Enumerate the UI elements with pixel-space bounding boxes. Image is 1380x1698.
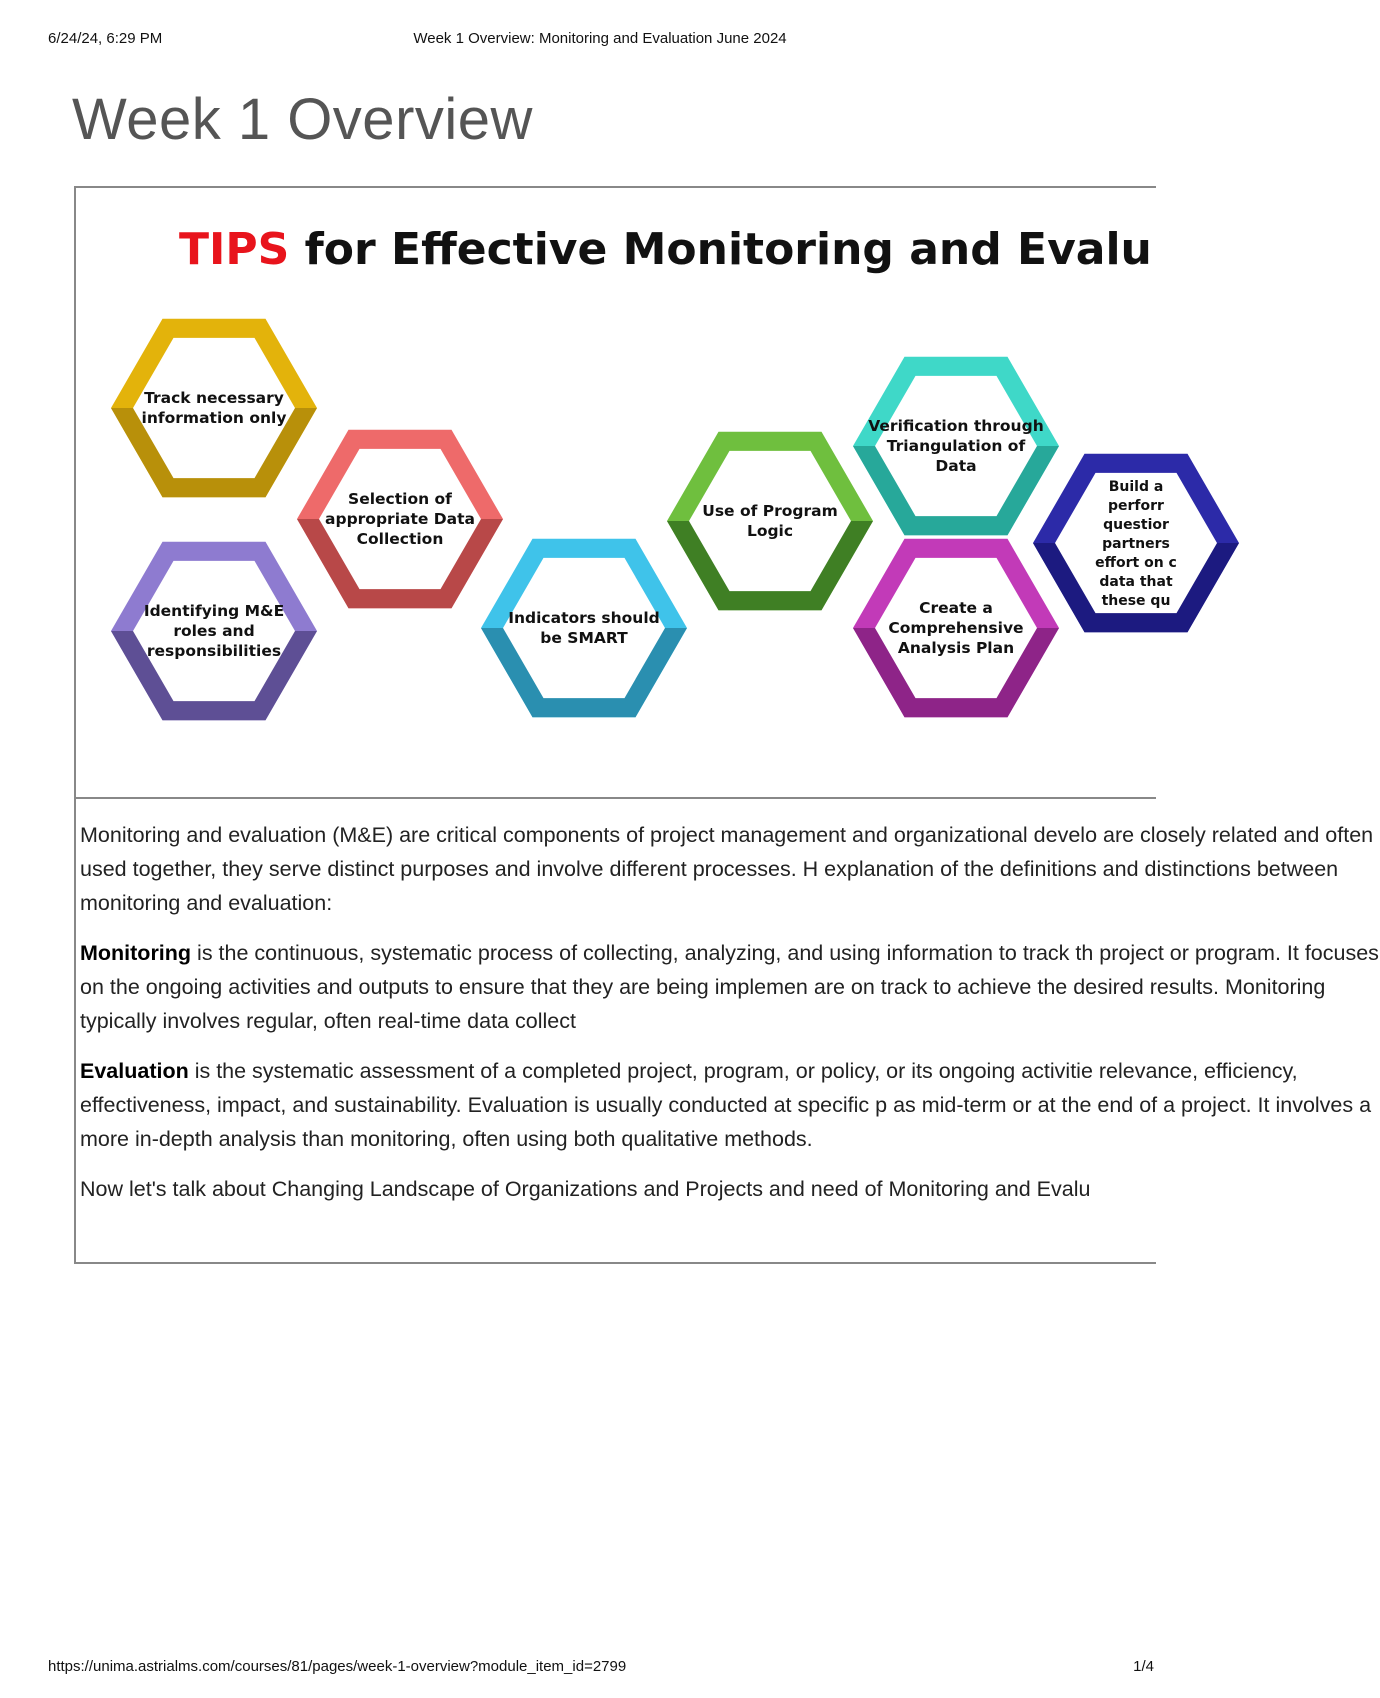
tip-hexagon bbox=[481, 539, 687, 717]
hexagon-label: Analysis Plan bbox=[897, 639, 1015, 657]
hexagon-label: partners bbox=[1102, 536, 1170, 552]
tip-hexagon bbox=[111, 542, 317, 720]
hexagon-label: Data bbox=[935, 457, 977, 475]
hexagon-label: Use of Program bbox=[702, 502, 838, 520]
tip-hexagon bbox=[667, 432, 873, 610]
hexagon-label: Create a bbox=[919, 599, 993, 617]
page-content bbox=[74, 186, 1379, 1264]
hexagon-label: roles and bbox=[173, 622, 255, 640]
print-datetime: 6/24/24, 6:29 PM bbox=[48, 30, 163, 47]
hexagon-label: Triangulation of bbox=[886, 437, 1026, 455]
hexagon-label: these qu bbox=[1101, 593, 1171, 609]
infographic-title bbox=[179, 224, 1152, 275]
hexagon-label: Identifying M&E bbox=[143, 602, 285, 620]
hexagon-label: information only bbox=[141, 409, 287, 427]
article-body bbox=[80, 818, 1380, 1222]
evaluation-paragraph bbox=[80, 1054, 1380, 1156]
print-document-title: Week 1 Overview: Monitoring and Evaluation June 2024 bbox=[413, 30, 787, 47]
monitoring-definition: is the continuous, systematic process of collecting, analyzing, and using information to track th project or program. It focuses on the ongoing activities and outputs to ensure that they are being implemen are on track to achieve the desired results. Monitoring typically involves regular, often real-time data collect bbox=[80, 941, 1379, 1033]
tip-hexagon bbox=[111, 319, 317, 497]
infographic-title-rest: for Effective Monitoring and Evalu bbox=[289, 224, 1152, 275]
hexagon-label: Verification through bbox=[868, 417, 1044, 435]
hexagon-label: Selection of bbox=[348, 490, 452, 508]
print-url: https://unima.astrialms.com/courses/81/pages/week-1-overview?module_item_id=2799 bbox=[48, 1658, 627, 1675]
hexagon-label: Collection bbox=[356, 530, 444, 548]
tips-infographic-graphic bbox=[76, 188, 1177, 796]
tip-hexagon bbox=[297, 430, 503, 608]
hexagon-label: perforr bbox=[1108, 498, 1164, 514]
tip-hexagon bbox=[853, 357, 1059, 535]
tips-infographic bbox=[76, 188, 1177, 796]
closing-paragraph: Now let's talk about Changing Landscape of Organizations and Projects and need of Monitoring and Evalu bbox=[80, 1177, 1091, 1201]
monitoring-paragraph bbox=[80, 936, 1380, 1038]
hexagon-label: responsibilities bbox=[146, 642, 282, 660]
monitoring-term: Monitoring bbox=[80, 941, 192, 965]
infographic-title-highlight: TIPS bbox=[179, 224, 290, 275]
hexagon-label: effort on c bbox=[1095, 555, 1177, 571]
tip-hexagon bbox=[853, 539, 1059, 717]
evaluation-term: Evaluation bbox=[80, 1059, 189, 1083]
hexagon-label: be SMART bbox=[540, 629, 628, 647]
page-title: Week 1 Overview bbox=[72, 87, 533, 152]
tip-hexagon bbox=[1033, 454, 1239, 632]
hexagon-label: Logic bbox=[746, 522, 794, 540]
evaluation-definition: is the systematic assessment of a completed project, program, or policy, or its ongoing activitie relevance, efficiency, effectiveness, impact, and sustainability. Evaluation is usually conducted at specific p as mid-term or at the end of a project. It involves a more in-depth analysis than monitoring, often using both qualitative methods. bbox=[80, 1059, 1372, 1151]
hexagon-label: Build a bbox=[1108, 479, 1164, 495]
hexagon-label: Indicators should bbox=[508, 609, 660, 627]
intro-paragraph: Monitoring and evaluation (M&E) are critical components of project management and organizational develo are closely related and often used together, they serve distinct purposes and involve different processes. H explanation of the definitions and distinctions between monitoring and evaluation: bbox=[80, 823, 1374, 915]
hexagon-label: Track necessary bbox=[144, 389, 284, 407]
print-page-number: 1/4 bbox=[1133, 1658, 1154, 1675]
hexagon-label: Comprehensive bbox=[888, 619, 1024, 637]
content-bottom-border bbox=[76, 1262, 1156, 1264]
hexagon-label: questior bbox=[1103, 517, 1169, 533]
hexagon-label: appropriate Data bbox=[325, 510, 475, 528]
hexagon-label: data that bbox=[1099, 574, 1173, 590]
content-divider bbox=[76, 797, 1156, 799]
